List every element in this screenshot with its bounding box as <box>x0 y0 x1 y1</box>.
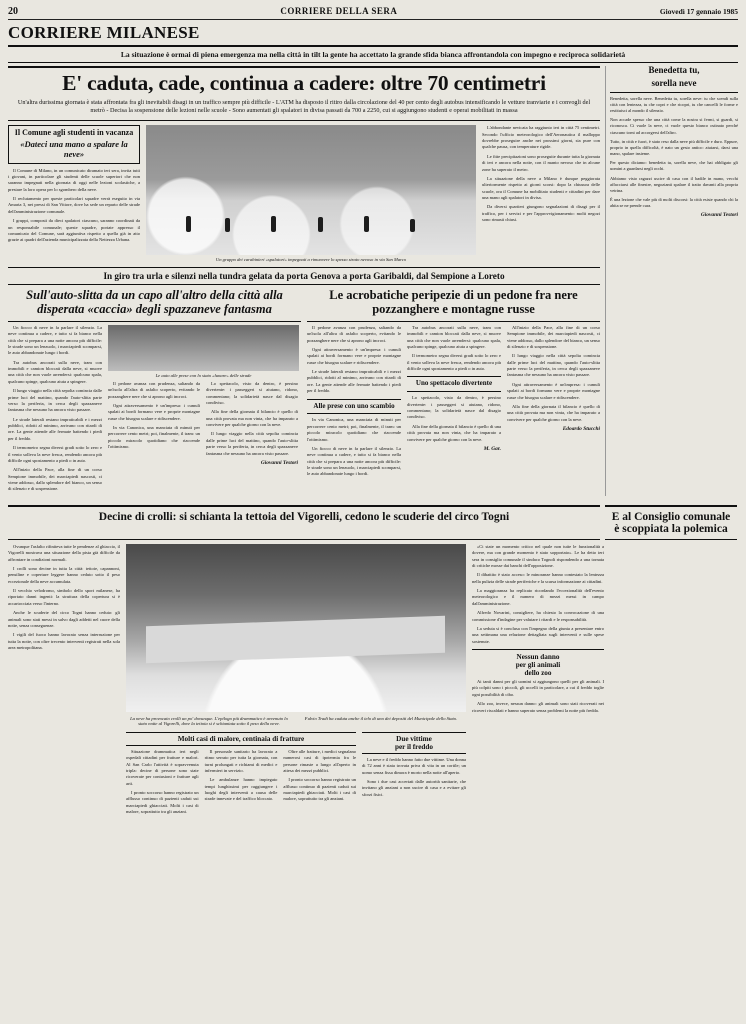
autoslitta-col2 <box>108 381 200 468</box>
paragraph: Ogni attraversamento è un'impresa: i cumuli spalati ai bordi formano vere e proprie montagne russe che bisogna scalare e ridiscendere. <box>507 381 600 400</box>
pedone-title: Le acrobatiche peripezie di un pedone fra nere pozzanghere e montagne russe <box>329 288 578 317</box>
paragraph: Alfredo Novarini, consigliere, ha chiesto la convocazione di una commissione d'indagine per valutare i ritardi e le responsabilità. <box>472 610 604 622</box>
paragraph: Il termometro segna diversi gradi sotto lo zero e il vento solleva la neve fresca, rendendo ancora più difficile ogni spostamento a piedi o in auto. <box>407 353 501 372</box>
headline-vittime-line2: per il freddo <box>394 742 434 751</box>
lead-subhead: Un'altra durissima giornata è stata affrontata fra gli inevitabili disagi in un traffico sempre più difficile - L'ATM ha disposto il ritiro dalla circolazione del 40 per cento degli autobus intensificando le vetture tranviarie e i convogli del metrò - Decisa la sospensione delle lezioni nelle scuole - Sono aumentati gli spalatori in divisa passati da 700 a 2250, cui si aggiungono studenti e operai mobilitati in massa <box>17 98 591 114</box>
headline-vittime-line1: Due vittime <box>396 734 432 743</box>
paragraph: Benedetta, sorella neve. Benedetta tu, sorella neve: tu che scendi sulla città con lentezza, tu che copri e che ricopri, tu che cancelli le forme e restituisci al mondo il silenzio. <box>610 95 738 114</box>
pedone-col1 <box>307 325 401 481</box>
paragraph: Il reclutamento per queste particolari squadre verrà eseguito in via Amaria 3, nei pressi di San Vittore, dove ha sede un reparto delle strade dell'amministrazione comunale. <box>8 196 140 214</box>
lead-headline-block <box>8 66 600 121</box>
lead-body-text <box>482 125 600 262</box>
lead-photo-and-text <box>146 125 600 262</box>
rail-title-line2: sorella neve <box>651 77 697 88</box>
paragraph: Da diversi quartieri giungono segnalazioni di disagi per il traffico, per i servizi e per l'approvvigionamento: molti negozi sono rimasti chiusi. <box>482 204 600 223</box>
paragraph: Il pedone avanza con prudenza, saltando da un'isola all'altra di asfalto scoperto, evitando le pozzanghere nere che si aprono agli incroci. <box>108 380 200 399</box>
paragraph: Allo zoo, invece, nessun danno: gli animali sono stati ricoverati nei ricoveri riscaldati e hanno superato senza problemi la notte più fredda. <box>472 701 604 713</box>
banner-consiglio-line2: è scoppiata la polemica <box>614 522 728 535</box>
block3-banners <box>8 500 738 540</box>
paragraph: Il lungo viaggio nella città sepolta comincia dalle prime luci del mattino, quando l'auto-slitta parte verso la periferia, in cerca degli spazzaneve fantasma che nessuno ha ancora visto passare. <box>206 431 298 456</box>
paragraph: Tra autobus ancorati sulla neve, tram con immobili e camion bloccati dalla neve, si muove una città che non vuole arrendersi: qualcuno spala, qualcuno spinge, qualcuno aiuta a spingere. <box>407 324 501 349</box>
article-block-two <box>8 289 600 496</box>
zoo-headline <box>472 653 604 677</box>
main-column <box>8 66 600 496</box>
paragraph: Il personale sanitario ha lavorato a ritmo serrato per tutta la giornata, con turni prolungati e richiami di medici e infermieri in servizio. <box>204 748 278 773</box>
malori-col1 <box>126 749 199 819</box>
photo-caption-left: La neve ha provocato crolli un po' dovunque. L'epilogo più drammatico è avvenuto lo stato notte al Vigorelli, dove la tettoia si è schiantata sotto il peso della neve. <box>130 715 288 726</box>
paragraph: In via Canonica, una manciata di minuti per percorrere cento metri; poi, finalmente, il tram: un piccolo miracolo quotidiano che riaccende l'ottimismo. <box>108 425 200 450</box>
paragraph: Le strade laterali restano impraticabili e i mezzi pubblici, ridotti al minimo, arrivano con ritardi di ore. La gente attende alle fermate battendo i piedi per il freddo. <box>307 369 401 394</box>
paragraph: Tutto, in città e fuori, è stato reso dalla neve più difficile e duro. Eppure, proprio in quella difficoltà, è nato un gesto antico: aiutarsi, darsi una mano, spalare insieme. <box>610 138 738 157</box>
paragraph: Lo spettacolo, visto da dentro, è persino divertente: i passeggeri si aiutano, ridono, commentano; la solidarietà nasce dal disagio condiviso. <box>407 395 501 420</box>
autoslitta-col3 <box>206 381 298 468</box>
paragraph: I pronto soccorso hanno registrato un afflusso continuo di pazienti caduti sui marciapiedi ghiacciati. Molti i casi di malore, soprattutto tra gli anziani. <box>126 790 199 815</box>
paragraph: La seduta si è conclusa con l'impegno della giunta a presentare entro una settimana una relazione dettagliata sugli interventi e sulle spese sostenute. <box>472 625 604 644</box>
paragraph: Ai tanti danni per gli uomini si aggiungono quelli per gli animali. I più colpiti sono i piccoli, gli uccelli in particolare, a cui il freddo toglie ogni possibilità di cibo. <box>472 679 604 697</box>
rail-title-line1: Benedetta tu, <box>648 65 700 75</box>
paragraph: I pronto soccorso hanno registrato un afflusso continuo di pazienti caduti sui marciapiedi ghiacciati. Molti i casi di malore, soprattutto tra gli anziani. <box>283 777 357 802</box>
page-topbar <box>8 6 738 20</box>
byline: M. Gar. <box>483 445 501 452</box>
page-layout <box>8 66 738 496</box>
paragraph: Il lungo viaggio nella città sepolta comincia dalle prime luci del mattino, quando l'auto-slitta parte verso la periferia, in cerca degli spazzaneve fantasma che nessuno ha ancora visto passare. <box>8 388 102 413</box>
vittime-body <box>362 757 466 798</box>
paragraph: Il Comune di Milano, in un comunicato diramato ieri sera, invita tutti i giovani, in particolare gli studenti delle scuole superiori che non saranno impegnati nella giornata di oggi nelle lezioni scolastiche, a prestare la loro opera per lo sgombero della neve. <box>8 167 140 192</box>
paragraph: Il vecchio velodromo, simbolo dello sport milanese, ha riportato danni ingenti: la struttura della copertura si è accartocciata verso l'interno. <box>8 588 120 606</box>
paragraph: Un fiocco di neve in fa parlare il silenzio. La neve continua a cadere, e tutto si fa bianco nella città che si prepara a una notte ancora più difficile: le strade sono un lenzuolo, i marciapiedi scomparsi, le auto abbandonate lungo i bordi. <box>8 324 102 356</box>
paragraph: Tra autobus ancorati sulla neve, tram con immobili e camion bloccati dalla neve, si muove una città che non vuole arrendersi: qualcuno spala, qualcuno spinge, qualcuno aiuta a spingere. <box>8 359 102 384</box>
carabinieri-snow-photo <box>146 125 476 255</box>
paragraph: Alla fine della giornata il bilancio è quello di una città provata ma non vinta, che ha imparato a convivere per qualche giorno con la neve. <box>407 423 501 442</box>
paragraph: La neve e il freddo hanno fatto due vittime. Una donna di 72 anni è stata trovata priva di vita in un cortile; un uomo senza fissa dimora è morto nella notte all'aperto. <box>362 756 466 775</box>
paragraph: La maggioranza ha replicato ricordando l'eccezionalità dell'evento meteorologico e il numero di mezzi messi in campo dall'amministrazione. <box>472 588 604 606</box>
article-block-crolli <box>8 544 738 819</box>
students-article <box>8 125 140 262</box>
page-title: E' caduta, cade, continua a cadere: oltre 70 centimetri <box>62 71 546 95</box>
paragraph: Il pedone avanza con prudenza, saltando da un'isola all'altra di asfalto scoperto, evitando le pozzanghere nere che si aprono agli incroci. <box>307 324 401 343</box>
consiglio-col <box>472 544 604 819</box>
banner-crolli: Decine di crolli: si schianta la tettoia del Vigorelli, cedono le scuderie del circo Togni <box>8 505 600 540</box>
malori-col3 <box>283 749 356 819</box>
article-block-students <box>8 125 600 262</box>
banner-consiglio <box>605 505 737 540</box>
byline: Giovanni Testori <box>700 212 738 219</box>
subdeck-spettacolo: Uno spettacolo divertente <box>407 376 501 392</box>
paragraph: È una lezione che vale più di molti discorsi: la città esiste quando chi la abita se ne prende cura. <box>610 196 738 209</box>
photo-caption: Un gruppo dei carabinieri «spalatori» impegnati a rimuovere lo spesso strato nevoso in via San Marco <box>215 257 407 263</box>
paragraph: Il dibattito è stato acceso: le minoranze hanno contestato la lentezza nella pulizia delle strade periferiche e la scarsa informazione ai cittadini. <box>472 572 604 584</box>
pedone-col2 <box>407 325 501 481</box>
paragraph: «Ci state un momento critico nel quale non tutte le funzionalità a dovere, ma con grande momento è stato sopportato». Le ha detto ieri sera in consiglio comunale il sindaco Tognoli rispondendo a una tornata di critiche mosse dai banchi dell'opposizione. <box>472 543 604 568</box>
crolli-photo-col <box>126 544 466 819</box>
paragraph: Oltre alle fratture, i medici segnalano numerosi casi di ipotermia fra le persone rimaste a lungo all'aperto in attesa dei mezzi pubblici. <box>283 748 357 773</box>
pedone-col3 <box>507 325 600 481</box>
article-autoslitta <box>8 289 301 496</box>
paragraph: Lo spettacolo, visto da dentro, è persino divertente: i passeggeri si aiutano, ridono, commentano; la solidarietà nasce dal disagio condiviso. <box>206 380 298 405</box>
consiglio-body <box>472 544 604 645</box>
students-headline-box <box>8 125 140 163</box>
article-pedone <box>307 289 600 496</box>
headline-malori: Molti casi di malore, centinaia di fratture <box>126 732 356 746</box>
section-masthead: CORRIERE MILANESE <box>8 20 738 47</box>
paragraph: Il lungo viaggio nella città sepolta comincia dalle prime luci del mattino, quando l'auto-slitta parte verso la periferia, in cerca degli spazzaneve fantasma che nessuno ha ancora visto passare. <box>507 353 600 378</box>
right-rail-column <box>605 66 738 496</box>
paragraph: All'inizio della Pace, alla fine di un corso Sempione immobile, dei marciapiedi nascosti, ci viene addosso, dallo splendore del bianco, un senso di silenzio e di sospensione. <box>8 467 102 492</box>
zoo-body <box>472 679 604 714</box>
paragraph: Per questo diciamo: benedetta tu, sorella neve, che hai obbligato gli uomini a guardarsi negli occhi. <box>610 160 738 172</box>
students-headline-line1: Il Comune agli studenti in vacanza <box>14 128 134 138</box>
paragraph: In via Canonica, una manciata di minuti per percorrere cento metri; poi, finalmente, il tram: un piccolo miracolo quotidiano che riaccende l'ottimismo. <box>307 417 401 442</box>
banner-consiglio-line1: E al Consiglio comunale <box>611 510 731 523</box>
vigorelli-collapse-photo <box>126 544 466 712</box>
paragraph: Alla fine della giornata il bilancio è quello di una città provata ma non vinta, che ha imparato a convivere per qualche giorno con la neve. <box>507 403 600 422</box>
paragraph: Un fiocco di neve in fa parlare il silenzio. La neve continua a cadere, e tutto si fa bianco nella città che si prepara a una notte ancora più difficile: le strade sono un lenzuolo, i marciapiedi scomparsi, le auto abbandonate lungo i bordi. <box>307 445 401 477</box>
headline-vittime <box>362 732 466 754</box>
paragraph: Sono i due casi accertati dalle autorità sanitarie, che invitano gli anziani a non uscire di casa e a evitare gli sforzi fisici. <box>362 778 466 797</box>
subdeck-scambio: Alle prese con uno scambio <box>307 399 401 415</box>
photo-caption: Le auto alle prese con lo stato «lunare» delle strade <box>155 372 252 378</box>
photo-caption-right: Fulvio Tradi ha caduta anche il telo di uno dei depositi del Municipale dello Stato. <box>304 715 458 721</box>
autoslitta-col1 <box>8 325 102 496</box>
paragraph: Situazione drammatica ieri negli ospedali cittadini per fratture e malori. Al San Carlo l'attività è sopravvenuta tripla: decine di persone sono state ricoverate per contusioni e fratture agli arti. <box>126 748 199 786</box>
students-headline-line2: «Dateci una mano a spalare la neve» <box>20 139 128 159</box>
section-kicker: La situazione è ormai di piena emergenza ma nella città in tilt la gente ha accettato la grande sfida bianca affrontandola con impegno e reciproca solidarietà <box>8 47 738 63</box>
paragraph: I crolli sono decine in tutta la città: tettoie, capannoni, pensiline e coperture leggere hanno ceduto sotto il peso eccezionale della neve accumulata. <box>8 565 120 584</box>
byline: Edoardo Stucchi <box>562 426 600 433</box>
paragraph: Ogni attraversamento è un'impresa: i cumuli spalati ai bordi formano vere e proprie montagne russe che bisogna scalare e ridiscendere. <box>307 346 401 365</box>
paragraph: Non accade spesso che una città come la nostra si fermi, si guardi, si riconosca. Ci vuole la neve, ci vuole questo bianco ostinato perché ciascuno torni ad accorgersi dell'altro. <box>610 117 738 135</box>
issue-date: Giovedì 17 gennaio 1985 <box>659 7 738 16</box>
paragraph: I gruppi, composti da dieci spalatori ciascuno, saranno coordinati da un responsabile comunale; queste squadre, portate appresso il comunicato del Comune, sarà aggiuntiva rispetto a quella già in atto grazie ai quadri dell'azienda municipalizzata della Nettezza Urbana. <box>8 218 140 243</box>
paragraph: Alla fine della giornata il bilancio è quello di una città provata ma non vinta, che ha imparato a convivere per qualche giorno con la neve. <box>206 409 298 428</box>
section-banner-tundra: In giro tra urla e silenzi nella tundra gelata da porta Genova a porta Garibaldi, dal Sempione a Loreto <box>8 267 600 285</box>
paragraph: Ovunque l'asfalto rifiniteva tutte le pendenze al ghiaccio, il Vigorelli mostrava una situazione della pista già difficile da affrontare in condizioni normali. <box>8 543 120 562</box>
crolli-text-col <box>8 544 120 819</box>
zoo-headline-line3: dello zoo <box>524 669 552 678</box>
byline: Giovanni Testori <box>260 459 298 466</box>
paragraph: Le ambulanze hanno impiegato tempi lunghissimi per raggiungere i luoghi degli interventi a causa delle strade innevate e del traffico bloccato. <box>204 777 278 802</box>
paragraph: Anche le scuderie del circo Togni hanno ceduto: gli animali sono stati messi in salvo dagli addetti nel cuore della notte, senza conseguenze. <box>8 610 120 628</box>
autoslitta-title: Sull'auto-slitta da un capo all'altro della città alla disperata «caccia» degli spazzaneve fantasma <box>26 288 283 317</box>
paragraph: Abbiamo visto ragazzi uscire di casa con il badile in mano, vecchi affacciarsi alle finestre, negozianti spalare il tratto davanti alla propria vetrina. <box>610 175 738 193</box>
paper-name: CORRIERE DELLA SERA <box>280 6 398 16</box>
zoo-headline-line2: per gli animali <box>515 661 561 670</box>
malori-col2 <box>205 749 278 819</box>
paragraph: Il termometro segna diversi gradi sotto lo zero e il vento solleva la neve fresca, rendendo ancora più difficile ogni spostamento a piedi o in auto. <box>8 445 102 463</box>
paragraph: Ogni attraversamento è un'impresa: i cumuli spalati ai bordi formano vere e proprie montagne russe che bisogna scalare e ridiscendere. <box>108 402 200 421</box>
students-body <box>8 168 140 244</box>
paragraph: L'abbondante nevicata ha raggiunto ieri in città 75 centimetri. Secondo l'ufficio meteorologico dell'Aeronautica il malloppo dovrebbe proseguire anche nei prossimi giorni, sia pure con qualche pausa, con temperature rigide. <box>482 125 600 150</box>
paragraph: Le strade laterali restano impraticabili e i mezzi pubblici, ridotti al minimo, arrivano con ritardi di ore. La gente attende alle fermate battendo i piedi per il freddo. <box>8 416 102 441</box>
paragraph: I vigili del fuoco hanno lavorato senza interruzione per tutta la notte, con oltre trecento interventi registrati nella sola area metropolitana. <box>8 632 120 651</box>
paragraph: Le fitte precipitazioni sono proseguite durante tutta la giornata di ieri e ancora nella notte, con il manto nevoso che in alcune zone ha superato il metro. <box>482 153 600 172</box>
paragraph: All'inizio della Pace, alla fine di un corso Sempione immobile, dei marciapiedi nascosti, ci viene addosso, dallo splendore del bianco, un senso di silenzio e di sospensione. <box>507 324 600 349</box>
page-number: 20 <box>8 6 18 17</box>
zoo-headline-line1: Nessun danno <box>516 653 560 662</box>
cars-snow-photo <box>108 325 299 371</box>
paragraph: La situazione della neve a Milano è dunque peggiorata ulteriormente rispetto ai giorni scorsi: dopo la chiusura delle scuole, ora il Comune ha mobilitato studenti e cittadini per dare una mano agli spalatori in divisa. <box>482 175 600 201</box>
